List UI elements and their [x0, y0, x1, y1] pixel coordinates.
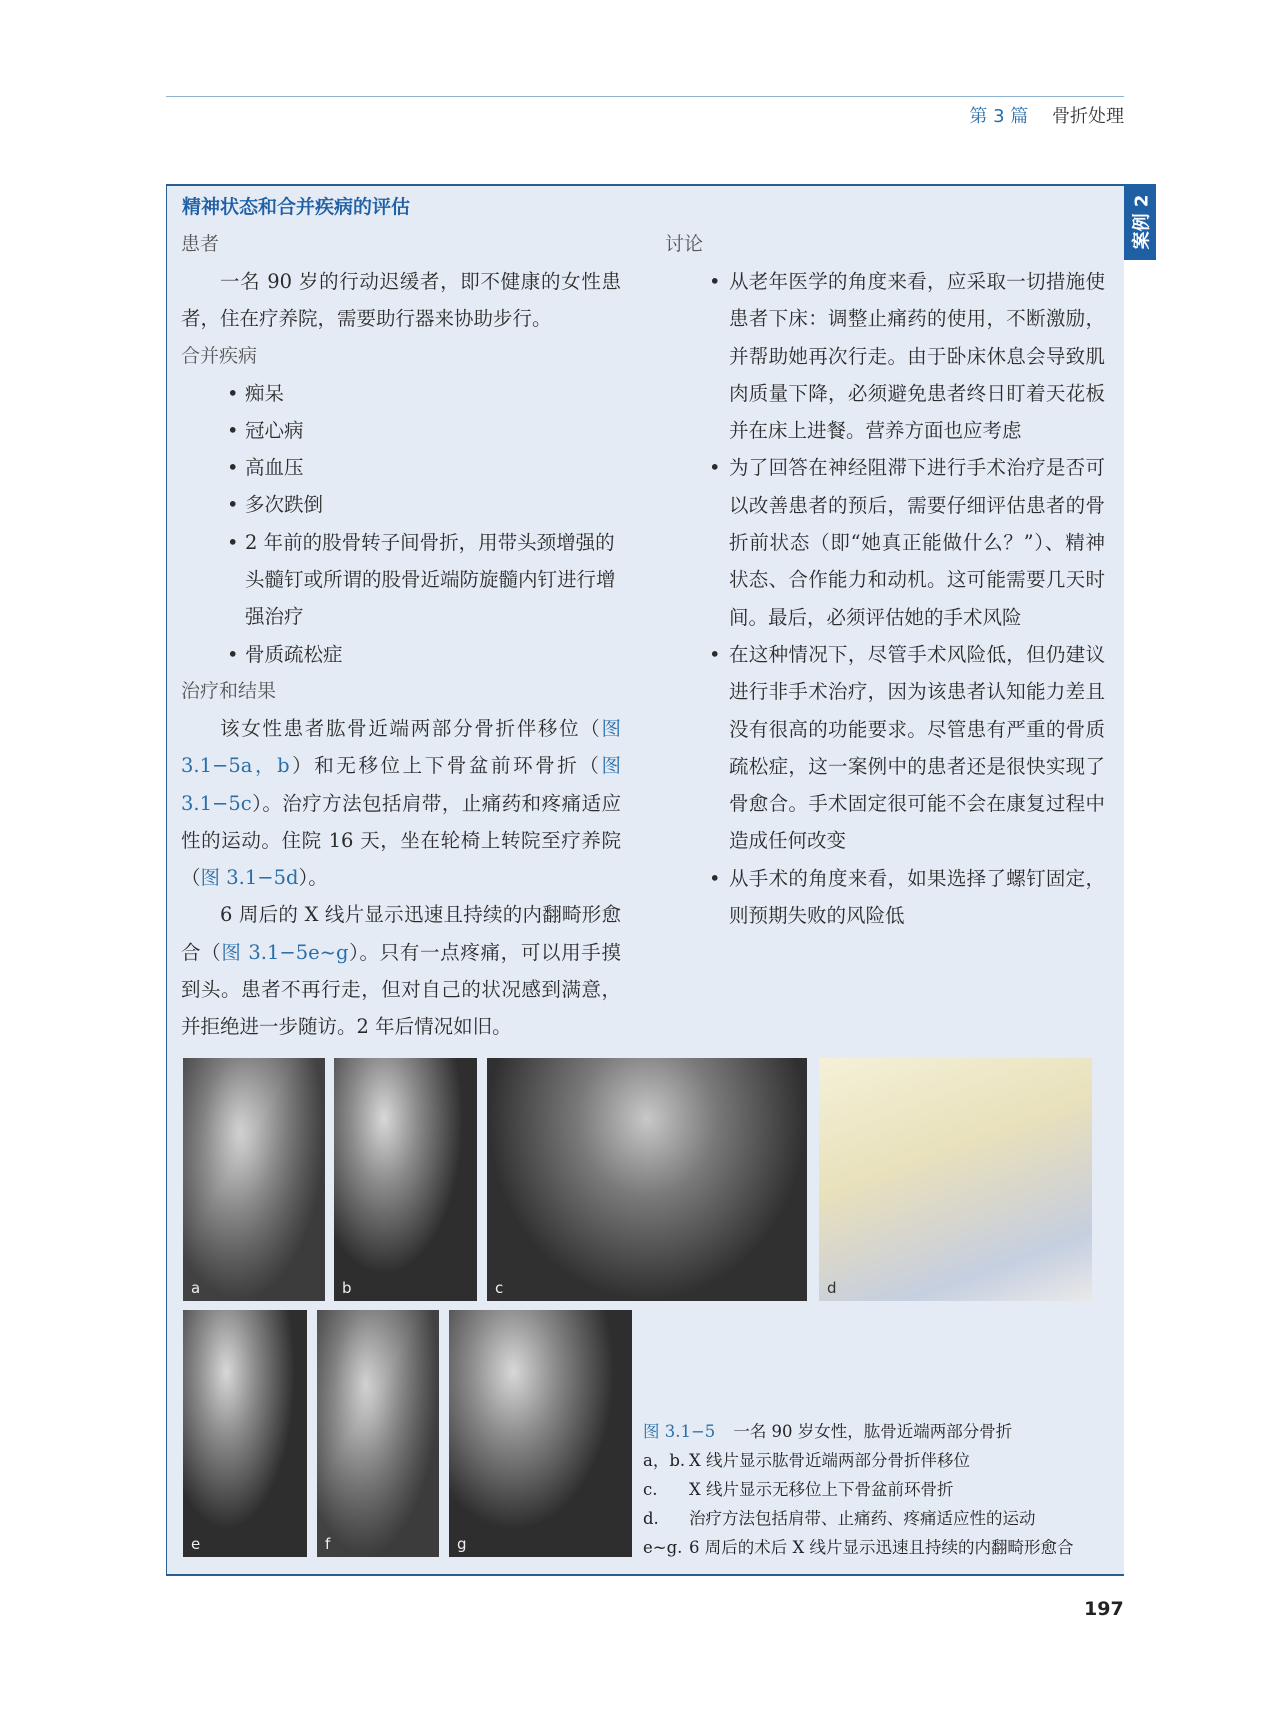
list-item: • 骨质疏松症	[181, 636, 621, 673]
xray-image-e	[183, 1310, 307, 1557]
list-item: • 高血压	[181, 449, 621, 486]
running-header	[969, 102, 1124, 128]
caption-key: d.	[643, 1509, 659, 1528]
xray-image-c	[487, 1058, 807, 1301]
caption-row	[643, 1446, 1073, 1475]
list-item: • 在这种情况下，尽管手术风险低，但仍建议进行非手术治疗，因为该患者认知能力差且没有很高的功能要求。尽管患有严重的骨质疏松症，这一案例中的患者还是很快实现了骨愈合。手术固定很可能不会在康复过程中造成任何改变	[665, 636, 1105, 860]
list-item: • 为了回答在神经阻滞下进行手术治疗是否可以改善患者的预后，需要仔细评估患者的骨折前状态（即“她真正能做什么？”）、精神状态、合作能力和动机。这可能需要几天时间。最后，必须评估她的手术风险	[665, 449, 1105, 635]
caption-key: e~g.	[643, 1538, 683, 1557]
xray-image-a	[183, 1058, 325, 1301]
list-item: • 多次跌倒	[181, 486, 621, 523]
figure-ref-link[interactable]: 图 3.1−5a，b	[181, 716, 621, 778]
discussion-heading: 讨论	[665, 233, 704, 255]
page-number: 197	[1084, 1598, 1124, 1620]
comorbid-list	[181, 375, 621, 673]
figure-label: a	[191, 1279, 201, 1297]
caption-title	[643, 1417, 1073, 1446]
text-span: 6 周后的 X 线片显示迅速且持续的内翻畸形愈合（	[181, 903, 621, 964]
text-span: ）和无移位上下骨盆前环骨折（	[289, 754, 602, 778]
caption-title-text: 一名 90 岁女性，肱骨近端两部分骨折	[733, 1422, 1013, 1441]
treatment-paragraph-2	[181, 896, 621, 1045]
xray-image-b	[334, 1058, 477, 1301]
list-item: • 痴呆	[181, 375, 621, 412]
caption-row	[643, 1504, 1073, 1533]
caption-value: 治疗方法包括肩带、止痛药、疼痛适应性的运动	[689, 1509, 1036, 1528]
figure-ref-link[interactable]: 图 3.1−5e~g	[221, 940, 349, 964]
patient-text: 一名 90 岁的行动迟缓者，即不健康的女性患者，住在疗养院，需要助行器来协助步行。	[181, 270, 621, 331]
figure-caption	[643, 1417, 1073, 1562]
figure-label: d	[827, 1279, 837, 1297]
figure-label: f	[325, 1535, 331, 1553]
figure-label: g	[457, 1535, 467, 1553]
caption-key: a，b.	[643, 1451, 686, 1470]
case-box	[166, 184, 1124, 1576]
text-span: ）。只有一点疼痛，可以用手摸到头。患者不再行走，但对自己的状况感到满意，并拒绝进一步随访。2 年后情况如旧。	[181, 940, 621, 1039]
treatment-paragraph-1	[181, 710, 621, 896]
caption-key: c.	[643, 1480, 658, 1499]
xray-image-f	[317, 1310, 439, 1557]
list-item: • 冠心病	[181, 412, 621, 449]
caption-value: X 线片显示肱骨近端两部分骨折伴移位	[689, 1451, 970, 1470]
caption-fig-number: 图 3.1−5	[643, 1422, 716, 1441]
figure-label: b	[342, 1279, 352, 1297]
figure-ref-link[interactable]: 图 3.1−5d	[200, 866, 299, 890]
caption-value: X 线片显示无移位上下骨盆前环骨折	[689, 1480, 954, 1499]
caption-row	[643, 1475, 1073, 1504]
text-span: ）。	[298, 866, 328, 890]
figure-label: e	[191, 1535, 201, 1553]
text-span: 该女性患者肱骨近端两部分骨折伴移位（	[220, 716, 602, 740]
list-item: • 从手术的角度来看，如果选择了螺钉固定，则预期失败的风险低	[665, 860, 1105, 935]
left-column	[181, 226, 621, 1046]
right-column	[665, 226, 1105, 934]
comorbid-heading: 合并疾病	[181, 344, 258, 367]
header-topic: 骨折处理	[1052, 106, 1124, 127]
caption-value: 6 周后的术后 X 线片显示迅速且持续的内翻畸形愈合	[689, 1538, 1074, 1557]
photo-image-d	[819, 1058, 1092, 1301]
list-item: • 2 年前的股骨转子间骨折，用带头颈增强的头髓钉或所谓的股骨近端防旋髓内钉进行增强治疗	[181, 524, 621, 636]
header-part: 第 3 篇	[969, 106, 1029, 127]
patient-heading: 患者	[181, 233, 220, 255]
box-title: 精神状态和合并疾病的评估	[182, 196, 411, 218]
discussion-list	[665, 263, 1105, 934]
figure-ref-link[interactable]: 图 3.1−5c	[181, 754, 621, 815]
case-tab	[1124, 184, 1156, 260]
xray-image-g	[449, 1310, 632, 1557]
list-item: • 从老年医学的角度来看，应采取一切措施使患者下床：调整止痛药的使用，不断激励，并帮助她再次行走。由于卧床休息会导致肌肉质量下降，必须避免患者终日盯着天花板并在床上进餐。营养方面也应考虑	[665, 263, 1105, 449]
header-rule	[166, 96, 1124, 97]
text-span: ）。治疗方法包括肩带，止痛药和疼痛适应性的运动。住院 16 天，坐在轮椅上转院至疗养院（	[181, 791, 621, 890]
caption-row	[643, 1533, 1073, 1562]
figure-label: c	[495, 1279, 504, 1297]
treatment-heading: 治疗和结果	[181, 679, 277, 702]
case-tab-label: 案例 2	[1131, 194, 1153, 250]
